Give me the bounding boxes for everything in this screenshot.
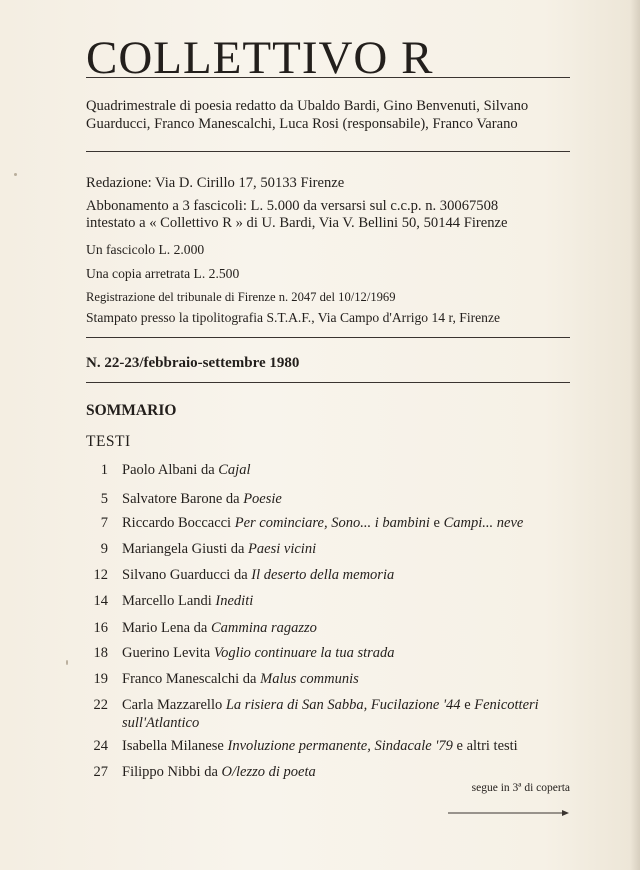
toc-connector: e [429,515,444,531]
toc-entry-text: Filippo Nibbi da O/lezzo di poeta [122,764,316,780]
toc-work-title: La risiera di San Sabba, Fucilazione '44 [225,697,461,713]
toc-entry-text [122,592,253,610]
paper-speck [14,173,17,176]
toc-page-number: 16 [93,620,108,636]
toc-author: Mario Lena [122,620,191,636]
toc-page-number: 7 [100,515,108,531]
info-rule [86,337,570,338]
toc-entry-text: Mario Lena da Cammina ragazzo [122,620,317,636]
toc-entry-text: Mariangela Giusti da Paesi vicini [122,541,317,557]
toc-author: Guerino Levita [122,645,211,661]
toc-page-number: 5 [100,491,108,507]
toc-author: Paolo Albani [122,462,198,478]
editors-statement [86,97,528,133]
abbonamento-line-1: Abbonamento a 3 fascicoli: L. 5.000 da versarsi sul c.c.p. n. 30067508 [86,198,499,214]
toc-page-number: 18 [93,645,108,661]
segue-note: segue in 3ª di coperta [471,782,570,794]
toc-entry-text [122,514,523,532]
toc-connector: e [460,697,475,713]
toc-connector: e altri testi [452,738,518,754]
toc-work-title: O/lezzo di poeta [221,764,316,780]
toc-work-title: Voglio continuare la tua strada [213,645,395,661]
editors-rule [86,151,570,152]
issue-number: N. 22-23/febbraio-settembre 1980 [86,355,300,371]
toc-work-title-2: Fenicotteri [474,697,539,713]
toc-page-number: 19 [93,671,108,687]
toc-page-number: 27 [93,764,108,780]
toc-page-number: 9 [100,541,108,557]
stampato-note: Stampato presso la tipolitografia S.T.A.F., Via Campo d'Arrigo 14 r, Firenze [86,310,501,325]
toc-page-number: 12 [93,567,108,583]
toc-entry-text [122,644,395,662]
toc-author: Franco Manescalchi [122,671,240,687]
issue-rule [86,382,570,383]
toc-entry-text [122,737,518,755]
title-rule [86,77,570,78]
toc-work-title: Per cominciare, Sono... i bambini [234,515,430,531]
toc-entry-text: Silvano Guarducci da Il deserto della memoria [122,567,395,583]
registrazione-note: Registrazione del tribunale di Firenze n. 2047 del 10/12/1969 [86,290,396,304]
toc-author: Isabella Milanese [122,738,224,754]
toc-entry-text: Paolo Albani da Cajal [122,462,251,478]
toc-author: Salvatore Barone [122,491,223,507]
toc-work-title: Involuzione permanente, Sindacale '79 [227,738,453,754]
toc-author: Marcello Landi [122,593,212,609]
page-edge-shadow [630,0,640,870]
abbonamento-line-2: intestato a « Collettivo R » di U. Bardi, Via V. Bellini 50, 50144 Firenze [86,215,508,231]
toc-work-title: Cajal [218,462,251,478]
toc-work-title: Il deserto della memoria [251,567,395,583]
fascicolo-price: Un fascicolo L. 2.000 [86,242,205,257]
toc-author: Silvano Guarducci [122,567,231,583]
toc-entry-text [122,696,539,732]
toc-author: Riccardo Boccacci [122,515,232,531]
paper-speck [66,660,68,665]
toc-work-title: Paesi vicini [248,541,317,557]
editors-line-2: Guarducci, Franco Manescalchi, Luca Rosi (responsabile), Franco Varano [86,116,518,132]
journal-title: COLLETTIVO R [86,32,434,84]
toc-work-title-continuation: sull'Atlantico [122,715,200,731]
arretrata-price: Una copia arretrata L. 2.500 [86,266,240,281]
toc-author: Filippo Nibbi [122,764,201,780]
toc-page-number: 14 [93,593,108,609]
toc-page-number: 1 [100,462,108,478]
redazione-address: Redazione: Via D. Cirillo 17, 50133 Firenze [86,175,345,191]
sommario-heading: SOMMARIO [86,402,177,419]
arrow-right-icon [448,808,570,818]
toc-page-number: 22 [93,697,108,713]
toc-work-title: Malus communis [260,671,359,687]
toc-page-number: 24 [93,738,108,754]
toc-work-title: Cammina ragazzo [210,620,317,636]
toc-work-title: Poesie [243,491,282,507]
editors-line-1: Quadrimestrale di poesia redatto da Ubaldo Bardi, Gino Benvenuti, Silvano [86,98,529,114]
toc-entry-text: Salvatore Barone da Poesie [122,491,282,507]
toc-author: Mariangela Giusti [122,541,228,557]
toc-entry-text: Franco Manescalchi da Malus communis [122,671,359,687]
toc-work-title: Inediti [215,593,254,609]
testi-heading: TESTI [86,433,131,450]
toc-author: Carla Mazzarello [122,697,223,713]
toc-work-title-2: Campi... neve [443,515,524,531]
